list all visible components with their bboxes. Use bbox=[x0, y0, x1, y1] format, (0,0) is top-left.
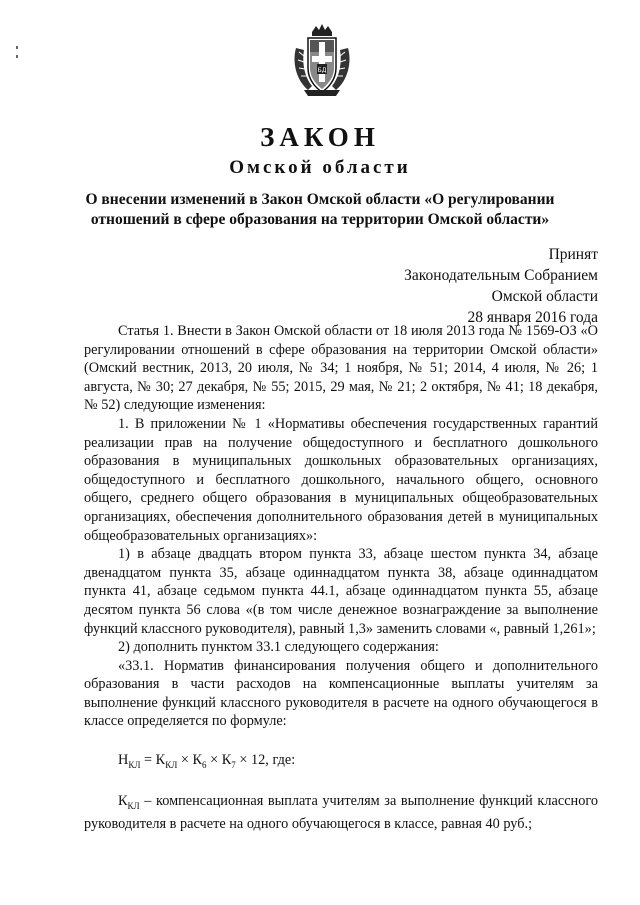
formula-tail: × 12, где: bbox=[235, 752, 296, 769]
law-subject-line: отношений в сфере образования на территории Омской области» bbox=[90, 211, 550, 228]
adoption-block bbox=[404, 244, 598, 328]
formula-k6-sub: 6 bbox=[202, 759, 207, 770]
article-1-paragraph: Статья 1. Внести в Закон Омской области от 18 июля 2013 года № 1569-ОЗ «О регулировании отношений в сфере образования на территории Омской области» (Омский вестник, 2013, 20 июля, № 34; 1 ноября, № 51; 2014, 4 июля, № 26; 1 августа, № 30; 27 декабря, № 55; 2015, 29 мая, № 21; 2 октября, № 41; 18 декабря, № 52) следующие изменения: bbox=[84, 323, 598, 414]
document-body bbox=[84, 322, 598, 834]
law-title: ЗАКОН bbox=[260, 122, 380, 152]
region-name: Омской области bbox=[229, 157, 411, 178]
formula-k-sub: КЛ bbox=[165, 759, 178, 770]
formula-times-1: × К bbox=[177, 752, 203, 769]
quoted-paragraph: «33.1. Норматив финансирования получения общего и дополнительного образования в части расходов на компенсационные выплаты учителям за выполнение функций классного руководителя в расчете на одного обучающегося в классе определяется по формуле: bbox=[84, 657, 598, 730]
formula-lhs-sub: КЛ bbox=[128, 759, 141, 770]
svg-text:БД: БД bbox=[317, 67, 327, 74]
adoption-body: Законодательным Собранием bbox=[404, 267, 598, 284]
formula-eq: = К bbox=[140, 752, 166, 769]
definition-text: – компенсационная выплата учителям за выполнение функций классного руководителя в расчете на одного обучающегося в классе, равная 40 руб.; bbox=[84, 792, 598, 833]
omsk-region-coat-of-arms-icon bbox=[290, 22, 354, 98]
definition-symbol: К bbox=[118, 792, 128, 809]
scan-mark bbox=[14, 46, 20, 60]
definition-paragraph bbox=[84, 792, 598, 834]
formula bbox=[118, 751, 598, 774]
formula-k7-sub: 7 bbox=[231, 759, 236, 770]
formula-lhs: Н bbox=[118, 752, 129, 769]
subitem-2-paragraph: 2) дополнить пунктом 33.1 следующего содержания: bbox=[118, 639, 439, 656]
item-1-paragraph: 1. В приложении № 1 «Нормативы обеспечения государственных гарантий реализации прав на получение общедоступного и бесплатного дошкольного образования в муниципальных дошкольных образовательных организациях, общедоступного и бесплатного дошкольного, начального общего, основного общего, среднего общего образования в муниципальных общеобразовательных организациях, обеспечения дополнительного образования детей в муниципальных общеобразовательных организациях»: bbox=[84, 415, 598, 544]
definition-symbol-sub: КЛ bbox=[127, 800, 140, 811]
law-subject-line: О внесении изменений в Закон Омской области «О регулировании bbox=[85, 191, 555, 208]
adoption-date: 28 января 2016 года bbox=[467, 309, 598, 326]
adoption-region: Омской области bbox=[491, 288, 598, 305]
law-subject bbox=[60, 190, 580, 230]
subitem-1-paragraph: 1) в абзаце двадцать втором пункта 33, абзаце шестом пункта 34, абзаце двенадцатом пункта 35, абзаце одиннадцатом пункта 38, абзаце одиннадцатом пункта 41, абзаце седьмом пункта 44.1, абзаце одиннадцатом пункта 55, абзаце десятом пункта 56 слова «(в том числе денежное вознаграждение за выполнение функций классного руководителя), равный 1,3» заменить словами «, равный 1,261»; bbox=[84, 546, 598, 637]
formula-times-2: × К bbox=[206, 752, 232, 769]
adoption-status: Принят bbox=[548, 246, 598, 263]
